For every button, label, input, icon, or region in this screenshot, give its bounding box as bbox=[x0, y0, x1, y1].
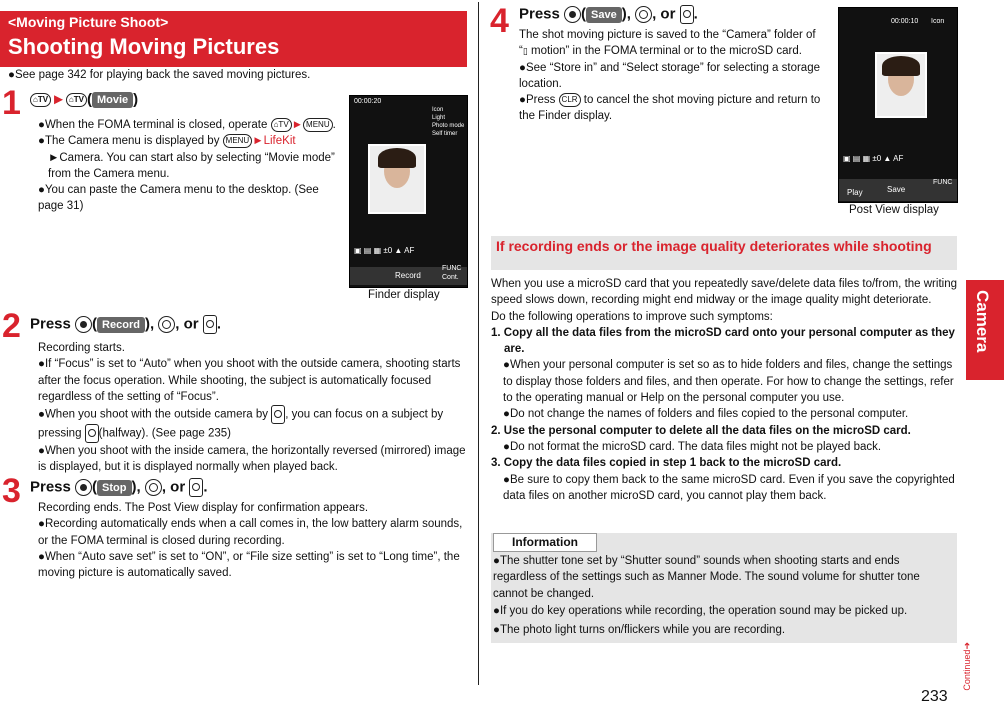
dial-key-icon bbox=[158, 316, 175, 333]
step-3-number: 3 bbox=[2, 472, 21, 510]
section-header bbox=[0, 11, 467, 67]
section-subtitle: <Moving Picture Shoot> bbox=[8, 14, 169, 30]
step-1-body: ●When the FOMA terminal is closed, operate ⌂TV ► MENU . ●The Camera menu is displayed by MENU ►LifeKit ►Camera. You can start also by selecting “Movie mode” from the Camera menu. ●You can paste the Camera menu to the desktop. (See page 31) bbox=[38, 119, 336, 213]
section-title: Shooting Moving Pictures bbox=[8, 34, 280, 59]
information-title: Information bbox=[493, 533, 597, 552]
step-1-number: 1 bbox=[2, 84, 21, 122]
step-4-number: 4 bbox=[490, 2, 509, 40]
center-key-icon bbox=[75, 316, 92, 333]
step-1-heading: ⌂TV ► ⌂TV ( Movie ) bbox=[30, 91, 138, 108]
step-2-number: 2 bbox=[2, 307, 21, 345]
information-body: ●The shutter tone set by “Shutter sound” sounds when shooting starts and ends regardless of the settings such as Manner Mode. The sound volume for shutter tone cannot be changed. ●If you do key operations while recording, the operation sound may be picked up. ●The photo light turns on/flickers while you are recording. bbox=[493, 555, 920, 637]
movie-softkey: Movie bbox=[92, 92, 133, 108]
camera-tv-key-icon: ⌂TV bbox=[30, 93, 51, 107]
save-softkey: Save bbox=[586, 7, 622, 23]
chapter-tab: Camera bbox=[966, 280, 1004, 380]
step-2-heading: Press ( Record ), , or . bbox=[30, 315, 221, 333]
post-view-display-caption: Post View display bbox=[849, 204, 939, 216]
warning-body: When you use a microSD card that you repeatedly save/delete data files to/from, the writing speed slows down, recording might end midway or the image quality might deteriorate. Do the following operations to improve such symptoms: 1. Copy all the data files from the microSD card onto your personal computer as they are. ●When your personal computer is set so as to hide folders and files, change the settings to display those folders and files, and then operate. For how to change the settings, refer to the operating manual or Help on the personal computer you use. ●Do not change the names of folders and files copied to the personal computer. 2. Use the personal computer to delete all the data files on the microSD card. ●Do not format the microSD card. The data files might not be played back. 3. Copy the data files copied in step 1 back to the microSD card. ●Be sure to copy them back to the same microSD card. Even if you save the copyrighted data files on another microSD card, you cannot play them back. bbox=[491, 278, 957, 502]
step-3-heading: Press ( Stop ), , or . bbox=[30, 478, 208, 496]
warning-title: If recording ends or the image quality deteriorates while shooting bbox=[491, 236, 957, 270]
camera-tv-key-icon: ⌂TV bbox=[66, 93, 87, 107]
page-number: 233 bbox=[921, 688, 948, 705]
side-camera-key-icon bbox=[203, 315, 217, 334]
continued-label: Continued➜ bbox=[962, 642, 972, 691]
stop-softkey: Stop bbox=[97, 480, 131, 496]
step-4-body: The shot moving picture is saved to the “Camera” folder of “▯ motion” in the FOMA terminal or to the microSD card. ●See “Store in” and “Select storage” for selecting a storage location. ●Press CLR to cancel the shot moving picture and return to the Finder display. bbox=[519, 29, 821, 123]
finder-display-image: 00:00:20 Icon Light Photo mode Self timer ▣ ▤ ▦ ±0 ▲ AF Record FUNC Cont. bbox=[349, 95, 468, 288]
step-4-heading: Press ( Save ), , or . bbox=[519, 5, 698, 23]
finder-display-caption: Finder display bbox=[368, 289, 440, 301]
column-divider bbox=[478, 2, 479, 685]
intro-text: ●See page 342 for playing back the saved moving pictures. bbox=[8, 69, 311, 81]
record-softkey: Record bbox=[97, 317, 145, 333]
step-2-body: Recording starts. ●If “Focus” is set to “Auto” when you shoot with the outside camera, shooting starts after the focus operation. While shooting, the subject is automatically focused regardless of the setting of “Focus”. ●When you shoot with the outside camera by , you can focus on a subject by pressing (halfway). (See page 235) ●When you shoot with the inside camera, the horizontally reversed (mirrored) image is displayed, but it is displayed normally when played back. bbox=[38, 342, 466, 474]
post-view-display-image: 00:00:10 Icon ▣ ▤ ▦ ±0 ▲ AF Play Save FUNC bbox=[838, 7, 958, 203]
step-3-body: Recording ends. The Post View display for confirmation appears. ●Recording automatically ends when a call comes in, the low battery alarm sounds, or the FOMA terminal is closed during recording. ●When “Auto save set” is set to “ON”, or “File size setting” is set to “Long time”, the moving picture is automatically saved. bbox=[38, 502, 463, 580]
